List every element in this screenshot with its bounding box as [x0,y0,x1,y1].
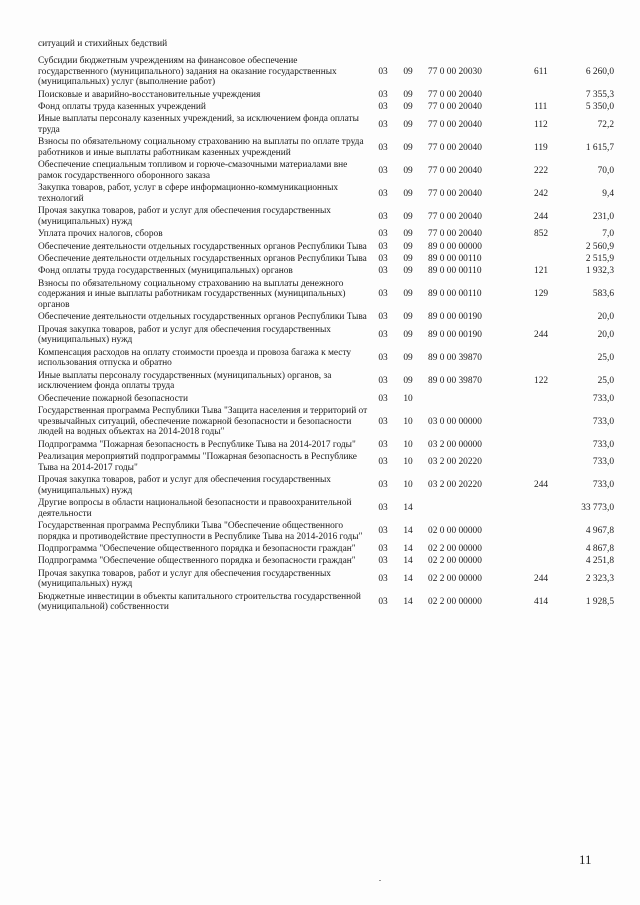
row-section-code: 03 [378,439,388,450]
row-expense-type-code: 121 [534,266,549,277]
row-section-code: 03 [378,289,388,300]
row-name: Субсидии бюджетным учреждениям на финансовое обеспечение государственного (муниципального) задания на оказание государственных (муниципальных) услуг (выполнение работ) [38,56,337,88]
row-amount: 2 515,9 [585,254,614,265]
row-section-code: 03 [378,393,388,404]
row-expense-type-code: 122 [534,376,549,387]
row-amount: 733,0 [592,439,614,450]
row-amount: 2 560,9 [585,241,614,252]
row-section-code: 03 [378,526,388,537]
row-target-article-code: 77 0 00 20040 [428,229,482,240]
table-row [38,114,614,137]
row-expense-type-code [534,406,566,440]
row-name: Обеспечение деятельности отдельных государственных органов Республики Тыва [38,241,367,252]
row-name: Иные выплаты персоналу государственных (муниципальных) органов, за исключением фонда оплаты труда [38,370,332,392]
table-row [38,90,614,102]
row-name: Фонд оплаты труда государственных (муниципальных) органов [38,266,293,277]
row-section-code: 03 [378,330,388,341]
row-subsection-code: 09 [403,312,413,323]
table-row [38,498,614,521]
row-expense-type-code: 244 [534,330,549,341]
row-section-code: 03 [378,544,388,555]
table-row [38,229,614,241]
table-row [38,440,614,452]
row-expense-type-code [534,254,566,266]
row-name: Прочая закупка товаров, работ и услуг для обеспечения государственных (муниципальных) нужд [38,206,331,227]
row-name: Подпрограмма "Обеспечение общественного порядка и безопасности граждан" [38,556,356,567]
row-target-article-code [420,394,534,406]
row-amount: 733,0 [592,480,614,491]
row-amount: 7 355,3 [585,89,614,100]
row-expense-type-code [534,348,566,371]
row-section-code: 03 [378,503,388,514]
row-amount: 4 251,8 [585,556,614,567]
row-amount: 25,0 [597,376,614,387]
row-subsection-code: 09 [403,289,413,300]
row-expense-type-code: 244 [534,211,549,222]
row-target-article-code: 89 0 00 00110 [428,266,482,277]
row-amount: 583,6 [592,289,614,300]
row-expense-type-code [534,440,566,452]
row-target-article-code: 89 0 00 00110 [428,254,482,265]
row-amount: 733,0 [592,393,614,404]
row-name: Обеспечение пожарной безопасности [38,393,189,404]
row-name: Взносы по обязательному социальному страхованию на выплаты по оплате труда работников и иные выплаты работникам казенных учреждений [38,137,364,158]
row-amount: 231,0 [592,211,614,222]
row-amount: 1 928,5 [585,597,614,608]
row-name: Компенсация расходов на оплату стоимости проезда и провоза багажа к месту использования отпуска и обратно [38,347,352,369]
row-expense-type-code [534,312,566,324]
table-row [38,556,614,568]
row-name: Обеспечение деятельности отдельных государственных органов Республики Тыва [38,312,367,323]
row-name: Государственная программа Республики Тыва "Защита населения и территорий от чрезвычайных ситуаций, обеспечение пожарной безопасности и безопасности людей на водных объектах на 2014-2018 годы" [38,406,368,438]
row-section-code: 03 [378,142,388,153]
row-name: Взносы по обязательному социальному страхованию на выплаты денежного содержания и иные выплаты работникам государственных (муниципальных) органов [38,278,346,311]
row-name: Прочая закупка товаров, работ и услуг для обеспечения государственных (муниципальных) нужд [38,568,331,590]
row-subsection-code: 09 [403,188,413,199]
row-name: Бюджетные инвестиции в объекты капитального строительства государственной (муниципальной) собственности [38,591,361,613]
row-expense-type-code: 242 [534,188,549,199]
table-row [38,348,614,371]
row-target-article-code: 77 0 00 20040 [428,89,482,100]
row-section-code: 03 [378,165,388,176]
table-row [38,279,614,313]
row-expense-type-code [534,242,566,254]
row-amount: 20,0 [597,312,614,323]
row-amount: 1 932,3 [585,266,614,277]
row-target-article-code: 02 2 00 00000 [428,597,482,608]
row-subsection-code: 14 [403,503,413,514]
row-subsection-code: 10 [403,439,413,450]
table-row [38,254,614,266]
row-target-article-code: 89 0 00 00190 [428,312,482,323]
row-target-article-code: 03 2 00 20220 [428,480,482,491]
row-section-code: 03 [378,312,388,323]
row-subsection-code: 10 [403,393,413,404]
row-subsection-code: 09 [403,376,413,387]
row-name: Государственная программа Республики Тыва "Обеспечение общественного порядка и противодействие преступности в Республике Тыва на 2014-2016 годы" [38,521,363,542]
row-subsection-code: 09 [403,142,413,153]
row-name: Обеспечение деятельности отдельных государственных органов Республики Тыва [38,254,367,265]
table-row [38,475,614,498]
row-expense-type-code: 611 [534,66,548,77]
row-target-article-code: 77 0 00 20040 [428,188,482,199]
table-row [38,569,614,592]
row-subsection-code: 09 [403,330,413,341]
row-subsection-code: 14 [403,597,413,608]
row-target-article-code: 89 0 00 39870 [428,353,482,364]
row-section-code: 03 [378,376,388,387]
row-target-article-code: 77 0 00 20040 [428,119,482,130]
row-subsection-code: 14 [403,526,413,537]
table-row [38,394,614,406]
table-row [38,544,614,556]
row-expense-type-code: 222 [534,165,549,176]
row-subsection-code: 09 [403,353,413,364]
continuation-text: ситуаций и стихийных бедствий [38,39,168,49]
row-section-code: 03 [378,254,388,265]
row-target-article-code: 03 0 00 00000 [428,416,482,427]
row-target-article-code: 02 2 00 00000 [428,574,482,585]
row-expense-type-code: 111 [534,101,548,112]
row-expense-type-code [534,521,566,544]
table-row [38,160,614,183]
row-section-code: 03 [378,119,388,130]
row-section-code: 03 [378,480,388,491]
row-subsection-code: 10 [403,457,413,468]
row-subsection-code: 14 [403,574,413,585]
row-subsection-code: 09 [403,165,413,176]
row-name: Подпрограмма "Обеспечение общественного порядка и безопасности граждан" [38,544,356,555]
row-expense-type-code [534,498,566,521]
table-row [38,137,614,160]
row-subsection-code: 09 [403,229,413,240]
row-amount: 25,0 [597,353,614,364]
row-section-code: 03 [378,574,388,585]
row-amount: 4 867,8 [585,544,614,555]
row-expense-type-code: 119 [534,142,548,153]
table-row [38,371,614,394]
row-section-code: 03 [378,66,388,77]
row-expense-type-code [534,556,566,568]
row-amount: 7,0 [602,229,614,240]
row-subsection-code: 09 [403,266,413,277]
row-expense-type-code: 244 [534,480,549,491]
row-subsection-code: 09 [403,254,413,265]
row-subsection-code: 10 [403,416,413,427]
table-row [38,266,614,278]
row-subsection-code: 09 [403,211,413,222]
row-expense-type-code [534,90,566,102]
row-expense-type-code [534,452,566,475]
row-section-code: 03 [378,188,388,199]
row-expense-type-code: 129 [534,289,549,300]
table-row [38,406,614,440]
row-expense-type-code: 852 [534,229,549,240]
row-target-article-code: 02 0 00 00000 [428,526,482,537]
row-section-code: 03 [378,241,388,252]
row-name: Иные выплаты персоналу казенных учреждений, за исключением фонда оплаты труда [38,114,359,135]
table-row [38,325,614,348]
row-amount: 72,2 [597,119,614,130]
row-target-article-code: 02 2 00 00000 [428,556,482,567]
row-target-article-code: 03 2 00 00000 [428,439,482,450]
row-expense-type-code [534,544,566,556]
row-amount: 20,0 [597,330,614,341]
row-expense-type-code [534,394,566,406]
row-name: Реализация мероприятий подпрограммы "Пожарная безопасность в Республике Тыва на 2014-2017 годы" [38,452,357,473]
row-target-article-code: 03 2 00 20220 [428,457,482,468]
budget-table [38,56,614,615]
table-row [38,312,614,324]
row-target-article-code [420,498,534,521]
row-target-article-code: 89 0 00 39870 [428,376,482,387]
row-name: Поисковые и аварийно-восстановительные учреждения [38,89,261,100]
row-name: Другие вопросы в области национальной безопасности и правоохранительной деятельности [38,498,352,519]
row-amount: 2 323,3 [585,574,614,585]
budget-table-body [38,56,614,615]
row-expense-type-code: 244 [534,574,549,585]
row-section-code: 03 [378,416,388,427]
row-subsection-code: 10 [403,480,413,491]
table-row [38,242,614,254]
row-name: Подпрограмма "Пожарная безопасность в Республике Тыва на 2014-2017 годы" [38,439,356,450]
row-section-code: 03 [378,101,388,112]
row-name: Прочая закупка товаров, работ и услуг для обеспечения государственных (муниципальных) нужд [38,324,331,346]
row-subsection-code: 09 [403,89,413,100]
scan-speck [379,880,381,881]
row-subsection-code: 09 [403,66,413,77]
page-number: 11 [579,852,592,867]
row-section-code: 03 [378,211,388,222]
row-subsection-code: 09 [403,241,413,252]
row-section-code: 03 [378,457,388,468]
row-target-article-code: 77 0 00 20040 [428,211,482,222]
row-amount: 1 615,7 [585,142,614,153]
row-name: Обеспечение специальным топливом и горюче-смазочными материалами вне рамок государственного оборонного заказа [38,160,348,181]
row-name: Уплата прочих налогов, сборов [38,229,163,240]
row-amount: 9,4 [602,188,614,199]
row-section-code: 03 [378,556,388,567]
row-amount: 4 967,8 [585,526,614,537]
row-target-article-code: 89 0 00 00000 [428,241,482,252]
row-amount: 6 260,0 [585,66,614,77]
row-subsection-code: 09 [403,101,413,112]
table-row [38,206,614,229]
row-target-article-code: 89 0 00 00190 [428,330,482,341]
row-amount: 70,0 [597,165,614,176]
row-subsection-code: 14 [403,544,413,555]
row-amount: 33 773,0 [581,503,614,514]
row-name: Фонд оплаты труда казенных учреждений [38,101,206,112]
row-expense-type-code: 112 [534,119,548,130]
row-subsection-code: 14 [403,556,413,567]
row-section-code: 03 [378,597,388,608]
table-row [38,102,614,114]
table-row [38,183,614,206]
row-amount: 733,0 [592,457,614,468]
row-section-code: 03 [378,229,388,240]
row-target-article-code: 77 0 00 20040 [428,101,482,112]
row-section-code: 03 [378,266,388,277]
table-row [38,592,614,615]
table-row [38,521,614,544]
row-target-article-code: 77 0 00 20030 [428,66,482,77]
row-subsection-code: 09 [403,119,413,130]
row-target-article-code: 77 0 00 20040 [428,142,482,153]
row-expense-type-code: 414 [534,597,549,608]
row-section-code: 03 [378,353,388,364]
row-target-article-code: 77 0 00 20040 [428,165,482,176]
row-amount: 733,0 [592,416,614,427]
table-row [38,452,614,475]
row-target-article-code: 89 0 00 00110 [428,289,482,300]
row-section-code: 03 [378,89,388,100]
table-row [38,56,614,90]
row-name: Прочая закупка товаров, работ и услуг для обеспечения государственных (муниципальных) нужд [38,475,331,496]
row-amount: 5 350,0 [585,101,614,112]
row-target-article-code: 02 2 00 00000 [428,544,482,555]
row-name: Закупка товаров, работ, услуг в сфере информационно-коммуникационных технологий [38,183,339,204]
